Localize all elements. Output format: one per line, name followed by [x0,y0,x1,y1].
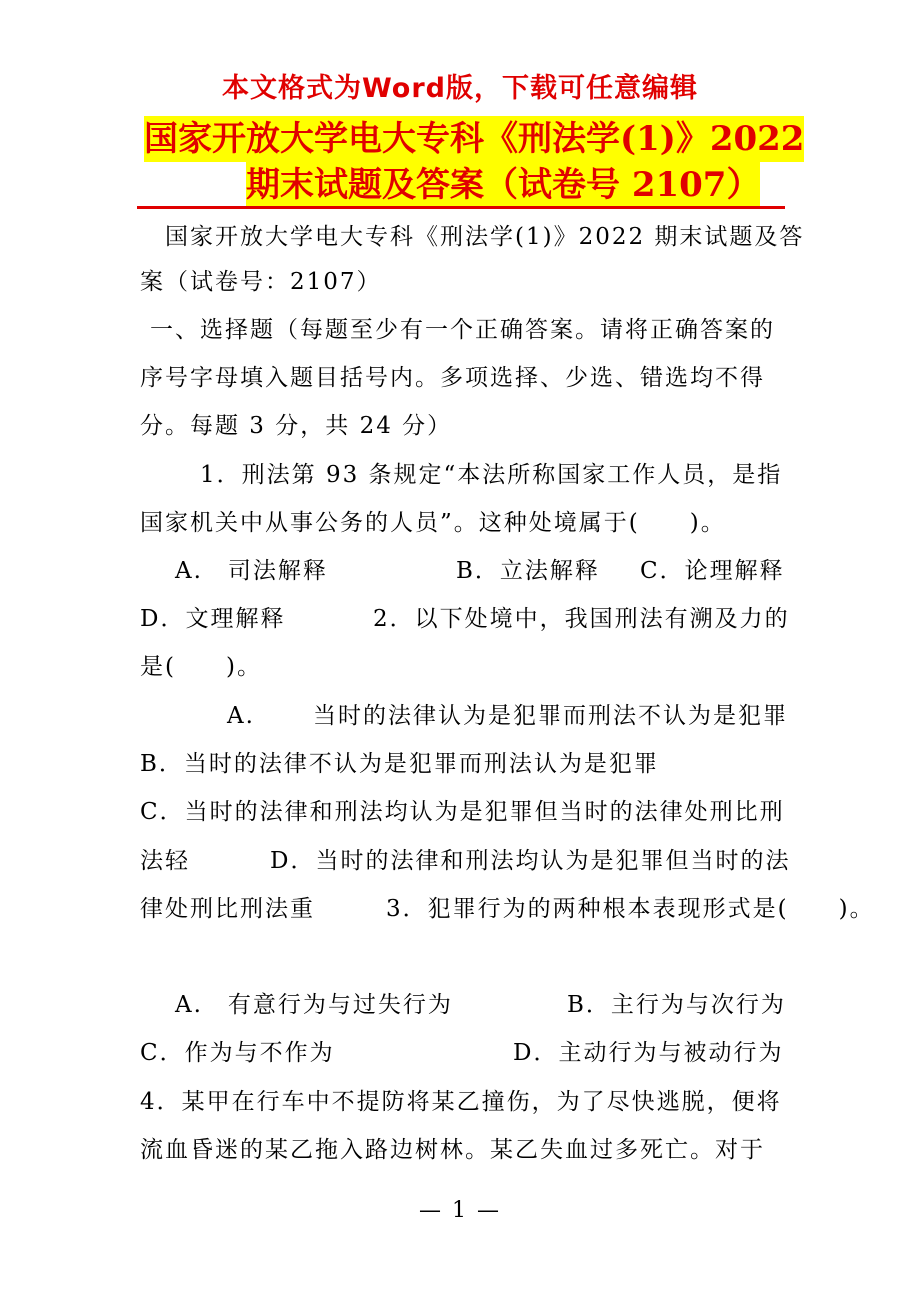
section-heading-line-2: 序号字母填入题目括号内。多项选择、少选、错选均不得 [140,365,765,391]
section-heading-line-3: 分。每题 3 分，共 24 分） [140,413,453,439]
section-heading-line-1: 一、选择题（每题至少有一个正确答案。请将正确答案的 [150,317,775,343]
question-1-line-2: 国家机关中从事公务的人员”。这种处境属于( )。 [140,510,726,536]
question-2-line-1: 2．以下处境中，我国刑法有溯及力的 [373,606,790,632]
q3-option-b: B．主行为与次行为 [567,992,786,1018]
intro-line-2: 案（试卷号：2107） [140,269,382,295]
question-4-line-2: 流血昏迷的某乙拖入路边树林。某乙失血过多死亡。对于 [140,1137,765,1163]
q2-option-a-label: A. [227,703,255,729]
q3-option-c: C．作为与不作为 [140,1040,335,1066]
q2-option-d-line-2: 律处刑比刑法重 [140,896,315,922]
q3-option-a: A. 有意行为与过失行为 [175,992,453,1018]
question-4-line-1: 4．某甲在行车中不提防将某乙撞伤，为了尽快逃脱，便将 [140,1089,782,1115]
q1-option-c: C．论理解释 [640,558,785,584]
question-3: 3．犯罪行为的两种根本表现形式是( )。 [386,896,875,922]
title-divider [137,206,785,209]
q2-option-d-line-1: D．当时的法律和刑法均认为是犯罪但当时的法 [270,848,791,874]
q2-option-c-line-1: C．当时的法律和刑法均认为是犯罪但当时的法律处刑比刑 [140,799,785,825]
q2-option-c-line-2: 法轻 [140,848,190,874]
editable-notice-banner: 本文格式为Word版，下载可任意编辑 [221,73,698,104]
q2-option-a-text: 当时的法律认为是犯罪而刑法不认为是犯罪 [313,703,788,729]
intro-line-1: 国家开放大学电大专科《刑法学(1)》2022 期末试题及答 [165,224,805,250]
page-number: — 1 — [419,1198,501,1223]
question-1-line-1: 1．刑法第 93 条规定“本法所称国家工作人员，是指 [200,462,783,488]
q1-option-b: B．立法解释 [456,558,600,584]
q1-option-d: D．文理解释 [140,606,286,632]
question-2-line-2: 是( )。 [140,654,262,680]
document-title-line-2: 期末试题及答案（试卷号 2107） [246,162,760,208]
q2-option-b: B．当时的法律不认为是犯罪而刑法认为是犯罪 [140,751,659,777]
document-title-line-1: 国家开放大学电大专科《刑法学(1)》2022 [144,116,804,162]
q1-option-a: A. 司法解释 [175,558,328,584]
q3-option-d: D．主动行为与被动行为 [513,1040,784,1066]
